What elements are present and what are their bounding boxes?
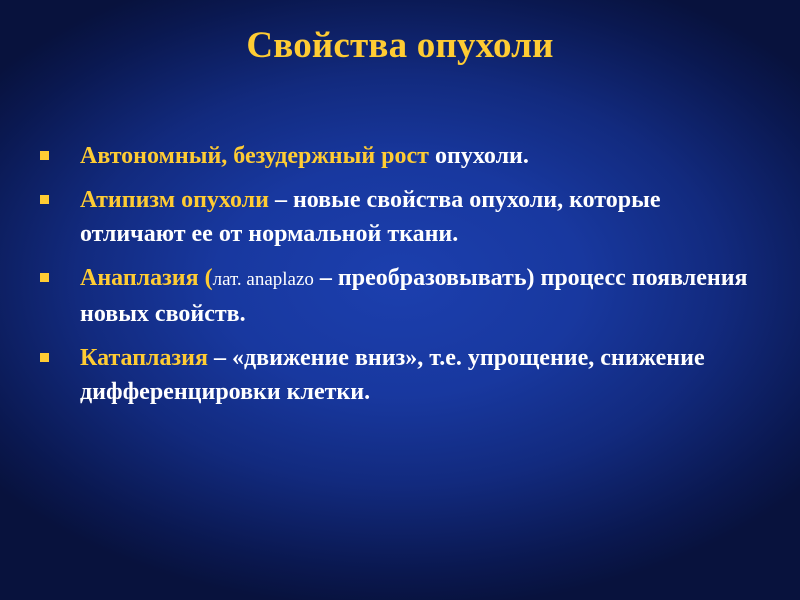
bullet-item-atypism: [38, 183, 768, 251]
bullet-item-autonomous-growth: [38, 139, 768, 173]
bullet-highlight: Атипизм опухоли: [80, 187, 269, 213]
square-bullet-icon: [40, 273, 49, 282]
bullet-text: – преобразовывать) процесс появления новых свойств.: [80, 265, 748, 327]
bullet-text: – новые свойства опухоли, которые отличают ее от нормальной ткани.: [80, 187, 661, 247]
bullet-text: опухоли.: [428, 143, 529, 169]
bullet-item-cataplasia: [38, 341, 768, 409]
square-bullet-icon: [40, 151, 49, 160]
bullet-latin-note: лат. anaplazo: [212, 269, 314, 290]
bullet-highlight: Анаплазия (: [80, 265, 213, 291]
slide-title: Свойства опухоли: [246, 25, 554, 66]
square-bullet-icon: [40, 353, 49, 362]
bullet-list: [38, 139, 768, 419]
square-bullet-icon: [40, 195, 49, 204]
bullet-highlight: Автономный, безудержный рост: [80, 143, 429, 169]
bullet-text: – «движение вниз», т.е. упрощение, снижение дифференцировки клетки.: [80, 345, 705, 405]
bullet-item-anaplasia: [38, 261, 768, 331]
bullet-highlight: Катаплазия: [80, 345, 208, 371]
